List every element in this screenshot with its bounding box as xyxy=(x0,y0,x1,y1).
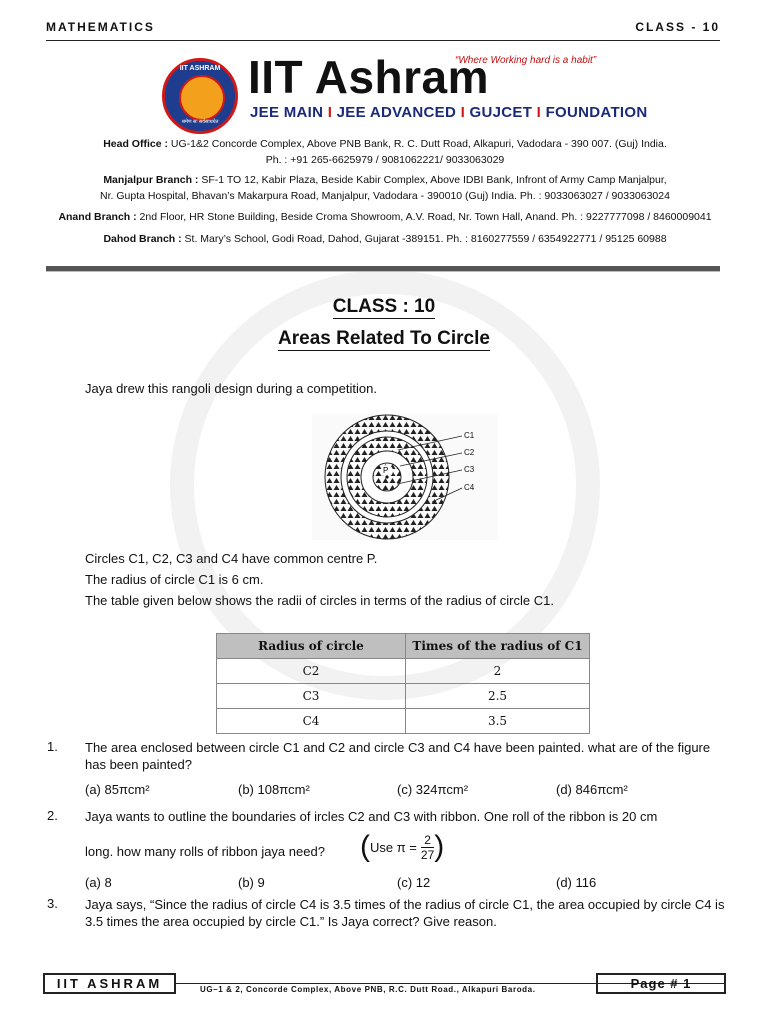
logo-seal xyxy=(162,58,238,134)
option: (b) 9 xyxy=(238,875,265,890)
paragraph: The radius of circle C1 is 6 cm. xyxy=(85,572,264,587)
branch-address: Manjalpur Branch : SF-1 TO 12, Kabir Plaza, Beside Kabir Complex, Above IDBI Bank, Infront of Army Camp Manjalpur, xyxy=(103,174,667,186)
label-c4: C4 xyxy=(464,483,475,492)
option: (a) 8 xyxy=(85,875,112,890)
office-address: Ph. : +91 265-6625979 / 9081062221/ 9033063029 xyxy=(265,154,505,166)
footer-address: UG–1 & 2, Concorde Complex, Above PNB, R.C. Dutt Road., Alkapuri Baroda. xyxy=(200,985,536,994)
option: (c) 324πcm² xyxy=(397,782,469,797)
rangoli-figure xyxy=(312,414,498,540)
label-c2: C2 xyxy=(464,448,475,457)
question-text: Jaya says, “Since the radius of circle C4 is 3.5 times of the radius of circle C1, the area occupied by circle C4 is 3.5 times the area occupied by circle C1.” Is Jaya correct? Give reason. xyxy=(85,897,725,929)
option: (b) 108πcm² xyxy=(238,782,310,797)
table-cell: 2 xyxy=(406,659,590,684)
office-address: Head Office : UG-1&2 Concorde Complex, Above PNB Bank, R. C. Dutt Road, Alkapuri, Vadodara - 390 007. (Guj) India. xyxy=(103,138,667,150)
centre-point xyxy=(385,475,388,478)
table-cell: 3.5 xyxy=(406,709,590,734)
option: (c) 12 xyxy=(397,875,431,890)
branch-address: Nr. Gupta Hospital, Bhavan’s Makarpura Road, Manjalpur, Vadodara - 390010 (Guj) India. Ph. : 9033063027 / 9033063024 xyxy=(100,190,670,202)
running-header xyxy=(46,20,720,38)
branch-address: Anand Branch : 2nd Floor, HR Stone Building, Beside Croma Showroom, A.V. Road, Nr. Town Hall, Anand. Ph. : 9227777098 / 8460009041 xyxy=(58,211,712,223)
seal-text-top: IIT ASHRAM xyxy=(179,65,221,72)
brand-tagline: “Where Working hard is a habit” xyxy=(455,55,597,66)
footer-brand: IIT ASHRAM xyxy=(43,973,176,994)
page-number: Page # 1 xyxy=(596,973,726,994)
radii-table xyxy=(216,633,590,734)
subject-label: MATHEMATICS xyxy=(46,20,155,34)
table-row xyxy=(217,684,590,709)
table-cell: 2.5 xyxy=(406,684,590,709)
exam-item: FOUNDATION xyxy=(545,104,648,121)
table-cell: C2 xyxy=(217,659,406,684)
exam-item: JEE MAIN xyxy=(250,104,324,121)
table-cell: C4 xyxy=(217,709,406,734)
label-c1: C1 xyxy=(464,431,475,440)
paragraph: Circles C1, C2, C3 and C4 have common centre P. xyxy=(85,551,378,566)
centre-label: P xyxy=(383,466,389,475)
formula: ( Use π = $\frac{2}{27}$ ) xyxy=(360,830,445,863)
option: (d) 116 xyxy=(556,875,597,890)
column-header: Times of the radius of C1 xyxy=(406,634,590,659)
question-number: 2. xyxy=(47,808,58,823)
brand-name: IIT Ashram xyxy=(248,51,490,103)
question-number: 3. xyxy=(47,896,58,911)
deity-emblem-icon xyxy=(179,75,225,121)
header-rule xyxy=(46,40,720,41)
exam-item: JEE ADVANCED xyxy=(336,104,457,121)
question-number: 1. xyxy=(47,739,58,754)
exam-item: GUJCET xyxy=(469,104,533,121)
paragraph: The table given below shows the radii of circles in terms of the radius of circle C1. xyxy=(85,593,554,608)
page-title: CLASS : 10 xyxy=(332,296,436,317)
question-text-cont: long. how many rolls of ribbon jaya need? xyxy=(85,844,325,859)
page-subtitle: Areas Related To Circle xyxy=(278,328,490,349)
letterhead-rule xyxy=(46,266,720,272)
formula-denominator: 27 xyxy=(420,847,435,862)
class-label: CLASS - 10 xyxy=(635,20,720,34)
branch-address: Dahod Branch : St. Mary’s School, Godi Road, Dahod, Gujarat -389151. Ph. : 8160277559 / 6354922771 / 95125 60988 xyxy=(103,233,667,245)
exam-list: JEE MAIN I JEE ADVANCED I GUJCET I FOUNDATION xyxy=(250,104,648,121)
column-header: Radius of circle xyxy=(217,634,406,659)
question-text: Jaya wants to outline the boundaries of ircles C2 and C3 with ribbon. One roll of the ribbon is 20 cm xyxy=(85,809,658,824)
question-text: The area enclosed between circle C1 and C2 and circle C3 and C4 have been painted. what are of the figure has been painted? xyxy=(85,740,711,772)
formula-numerator: 2 xyxy=(421,833,434,848)
table-header-row xyxy=(217,634,590,659)
intro-text: Jaya drew this rangoli design during a competition. xyxy=(85,381,377,396)
table-row xyxy=(217,709,590,734)
seal-text-bottom: श्रमेण सः सर्वसाधयेत xyxy=(181,119,219,125)
table-cell: C3 xyxy=(217,684,406,709)
formula-prefix: Use π = xyxy=(370,839,417,855)
option: (d) 846πcm² xyxy=(556,782,628,797)
rangoli-diagram xyxy=(312,414,498,540)
table-row xyxy=(217,659,590,684)
label-c3: C3 xyxy=(464,465,475,474)
option: (a) 85πcm² xyxy=(85,782,150,797)
